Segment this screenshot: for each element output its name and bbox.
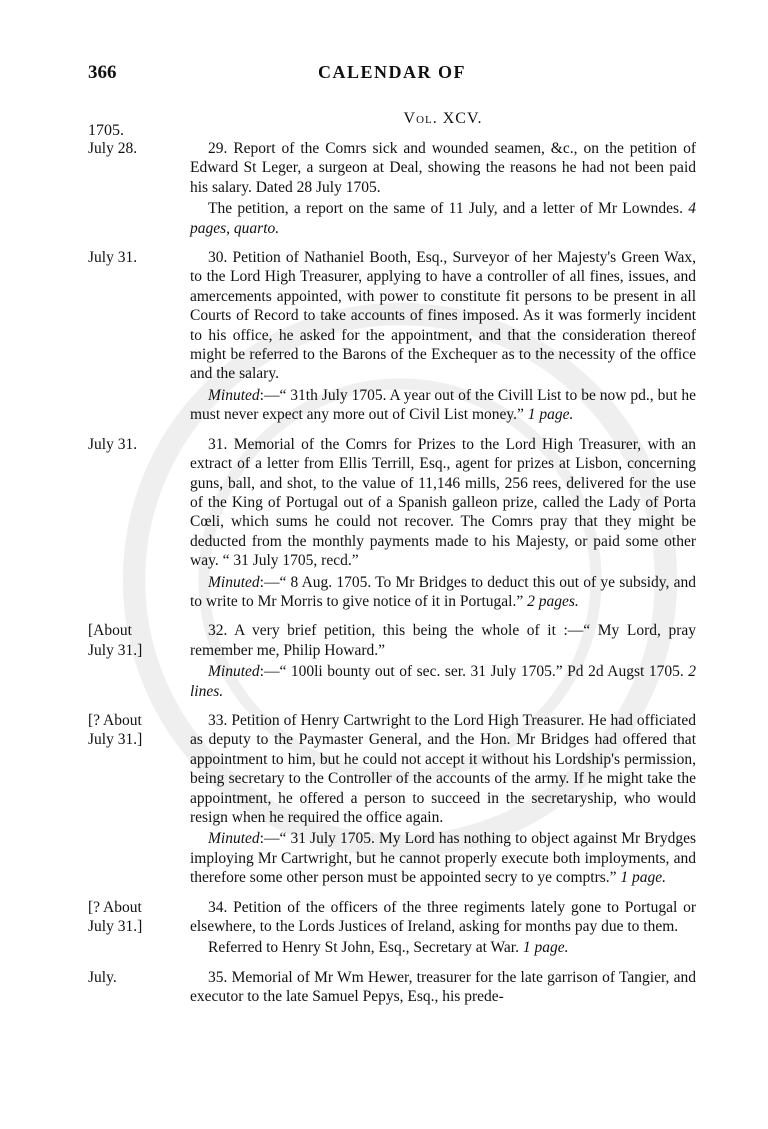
entry-text: 35. Memorial of Mr Wm Hewer, treasurer for the late garrison of Tangier, and executor to the late Samuel Pepys, Esq., his prede- (190, 968, 696, 1006)
page-number: 366 (88, 62, 117, 83)
minuted-label: Minuted (208, 663, 260, 681)
page-count: 2 pages. (527, 592, 579, 610)
entry-date: July 31. (88, 249, 138, 267)
entry-note (190, 938, 696, 957)
entry-date: [About July 31.] (88, 622, 143, 659)
entry-date: July. (88, 968, 117, 986)
entry-text: 31. Memorial of the Comrs for Prizes to the Lord High Treasurer, with an extract of a letter from Ellis Terrill, Esq., agent for prizes at Lisbon, concerning guns, ball, and shot, to the value of 11,146 mills, 256 rees, delivered for the use of the King of Portugal out of a Spanish galleon prize, called the Lady of Porta Cœli, which sums he could not recover. The Comrs pray that they might be deducted from the monthly payments made to his Majesty, or paid some other way. “ 31 July 1705, recd.” (190, 435, 696, 570)
calendar-entry (88, 621, 696, 701)
calendar-entry (88, 435, 696, 612)
note-text: :—“ 100li bounty out of sec. ser. 31 July 1705.” Pd 2d Augst 1705. (259, 663, 684, 681)
minuted-label: Minuted (208, 386, 260, 404)
entry-note (190, 573, 696, 612)
entry-note (190, 662, 696, 701)
entry-body (190, 435, 696, 612)
entry-body (190, 898, 696, 958)
entry-date: [? About July 31.] (88, 711, 143, 749)
entry-text: 32. A very brief petition, this being the whole of it :—“ My Lord, pray remember me, Philip Howard.” (190, 622, 696, 659)
entry-text: 30. Petition of Nathaniel Booth, Esq., Surveyor of her Majesty's Green Wax, to the Lord High Treasurer, applying to have a controller of all fines, issues, and amercements appointed, with power to constitute fit persons to be present in all Courts of Record to take accounts of fines imposed. As it was formerly incident to his office, he asked for the appointment, and that the consideration thereof might be referred to the Barons of the Exchequer as to the necessity of the office and the salary. (190, 249, 696, 383)
page-count: 4 pages, quarto. (190, 200, 697, 237)
entry-note (190, 829, 696, 887)
minuted-label: Minuted (208, 830, 260, 848)
entries-list (88, 139, 696, 1017)
entry-text: 29. Report of the Comrs sick and wounded seamen, &c., on the petition of Edward St Leger, a surgeon at Deal, showing the reasons he had not been paid his salary. Dated 28 July 1705. (190, 140, 696, 196)
running-head: CALENDAR OF (317, 62, 466, 82)
calendar-entry (88, 711, 696, 888)
note-text: :—“ 31 July 1705. My Lord has nothing to object against Mr Brydges imploying Mr Cartwright, but he cannot properly execute both imployments, and therefore some other person must be appointed secry to ye comptrs.” (190, 830, 696, 887)
entry-text: 33. Petition of Henry Cartwright to the Lord High Treasurer. He had officiated as deputy to the Paymaster General, and the Hon. Mr Bridges had offered that appointment to him, but he could not accept it without his Lordship's permission, being secretary to the Controller of the accounts of the army. If he might take the appointment, he offered a person to succeed in the secretaryship, who would resign when he required the office again. (190, 711, 696, 826)
page-count: 1 page. (527, 406, 574, 424)
calendar-entry (88, 139, 696, 238)
calendar-entry (88, 968, 696, 1007)
entry-note (190, 199, 696, 238)
page-count: 1 page. (522, 939, 569, 957)
entry-date: [? About July 31.] (88, 898, 143, 936)
entry-date: July 28. (88, 140, 138, 157)
entry-body (190, 711, 696, 888)
entry-note (190, 386, 696, 425)
entry-body (190, 139, 696, 238)
calendar-entry (88, 248, 696, 425)
note-text: :—“ 8 Aug. 1705. To Mr Bridges to deduct this out of ye subsidy, and to write to Mr Morris to give notice of it in Portugal.” (190, 573, 696, 610)
calendar-entry (88, 898, 696, 958)
page-header (88, 62, 696, 86)
entry-body (190, 248, 696, 425)
entry-body (190, 968, 696, 1007)
note-text: The petition, a report on the same of 11 July, and a letter of Mr Lowndes. (208, 200, 683, 218)
entry-date: July 31. (88, 435, 138, 453)
minuted-label: Minuted (208, 573, 260, 591)
page-count: 1 page. (620, 869, 667, 887)
entry-text: 34. Petition of the officers of the three regiments lately gone to Portugal or elsewhere, to the Lords Justices of Ireland, asking for months pay due to them. (190, 898, 696, 936)
volume-heading: Vol. XCV. (403, 110, 483, 127)
entry-body (190, 621, 696, 701)
note-text: Referred to Henry St John, Esq., Secretary at War. (208, 939, 519, 957)
year-label: 1705. (88, 122, 124, 139)
note-text: :—“ 31th July 1705. A year out of the Civill List to be now pd., but he must never expect any more out of Civil List money.” (190, 386, 696, 424)
page-count: 2 lines. (190, 663, 697, 700)
